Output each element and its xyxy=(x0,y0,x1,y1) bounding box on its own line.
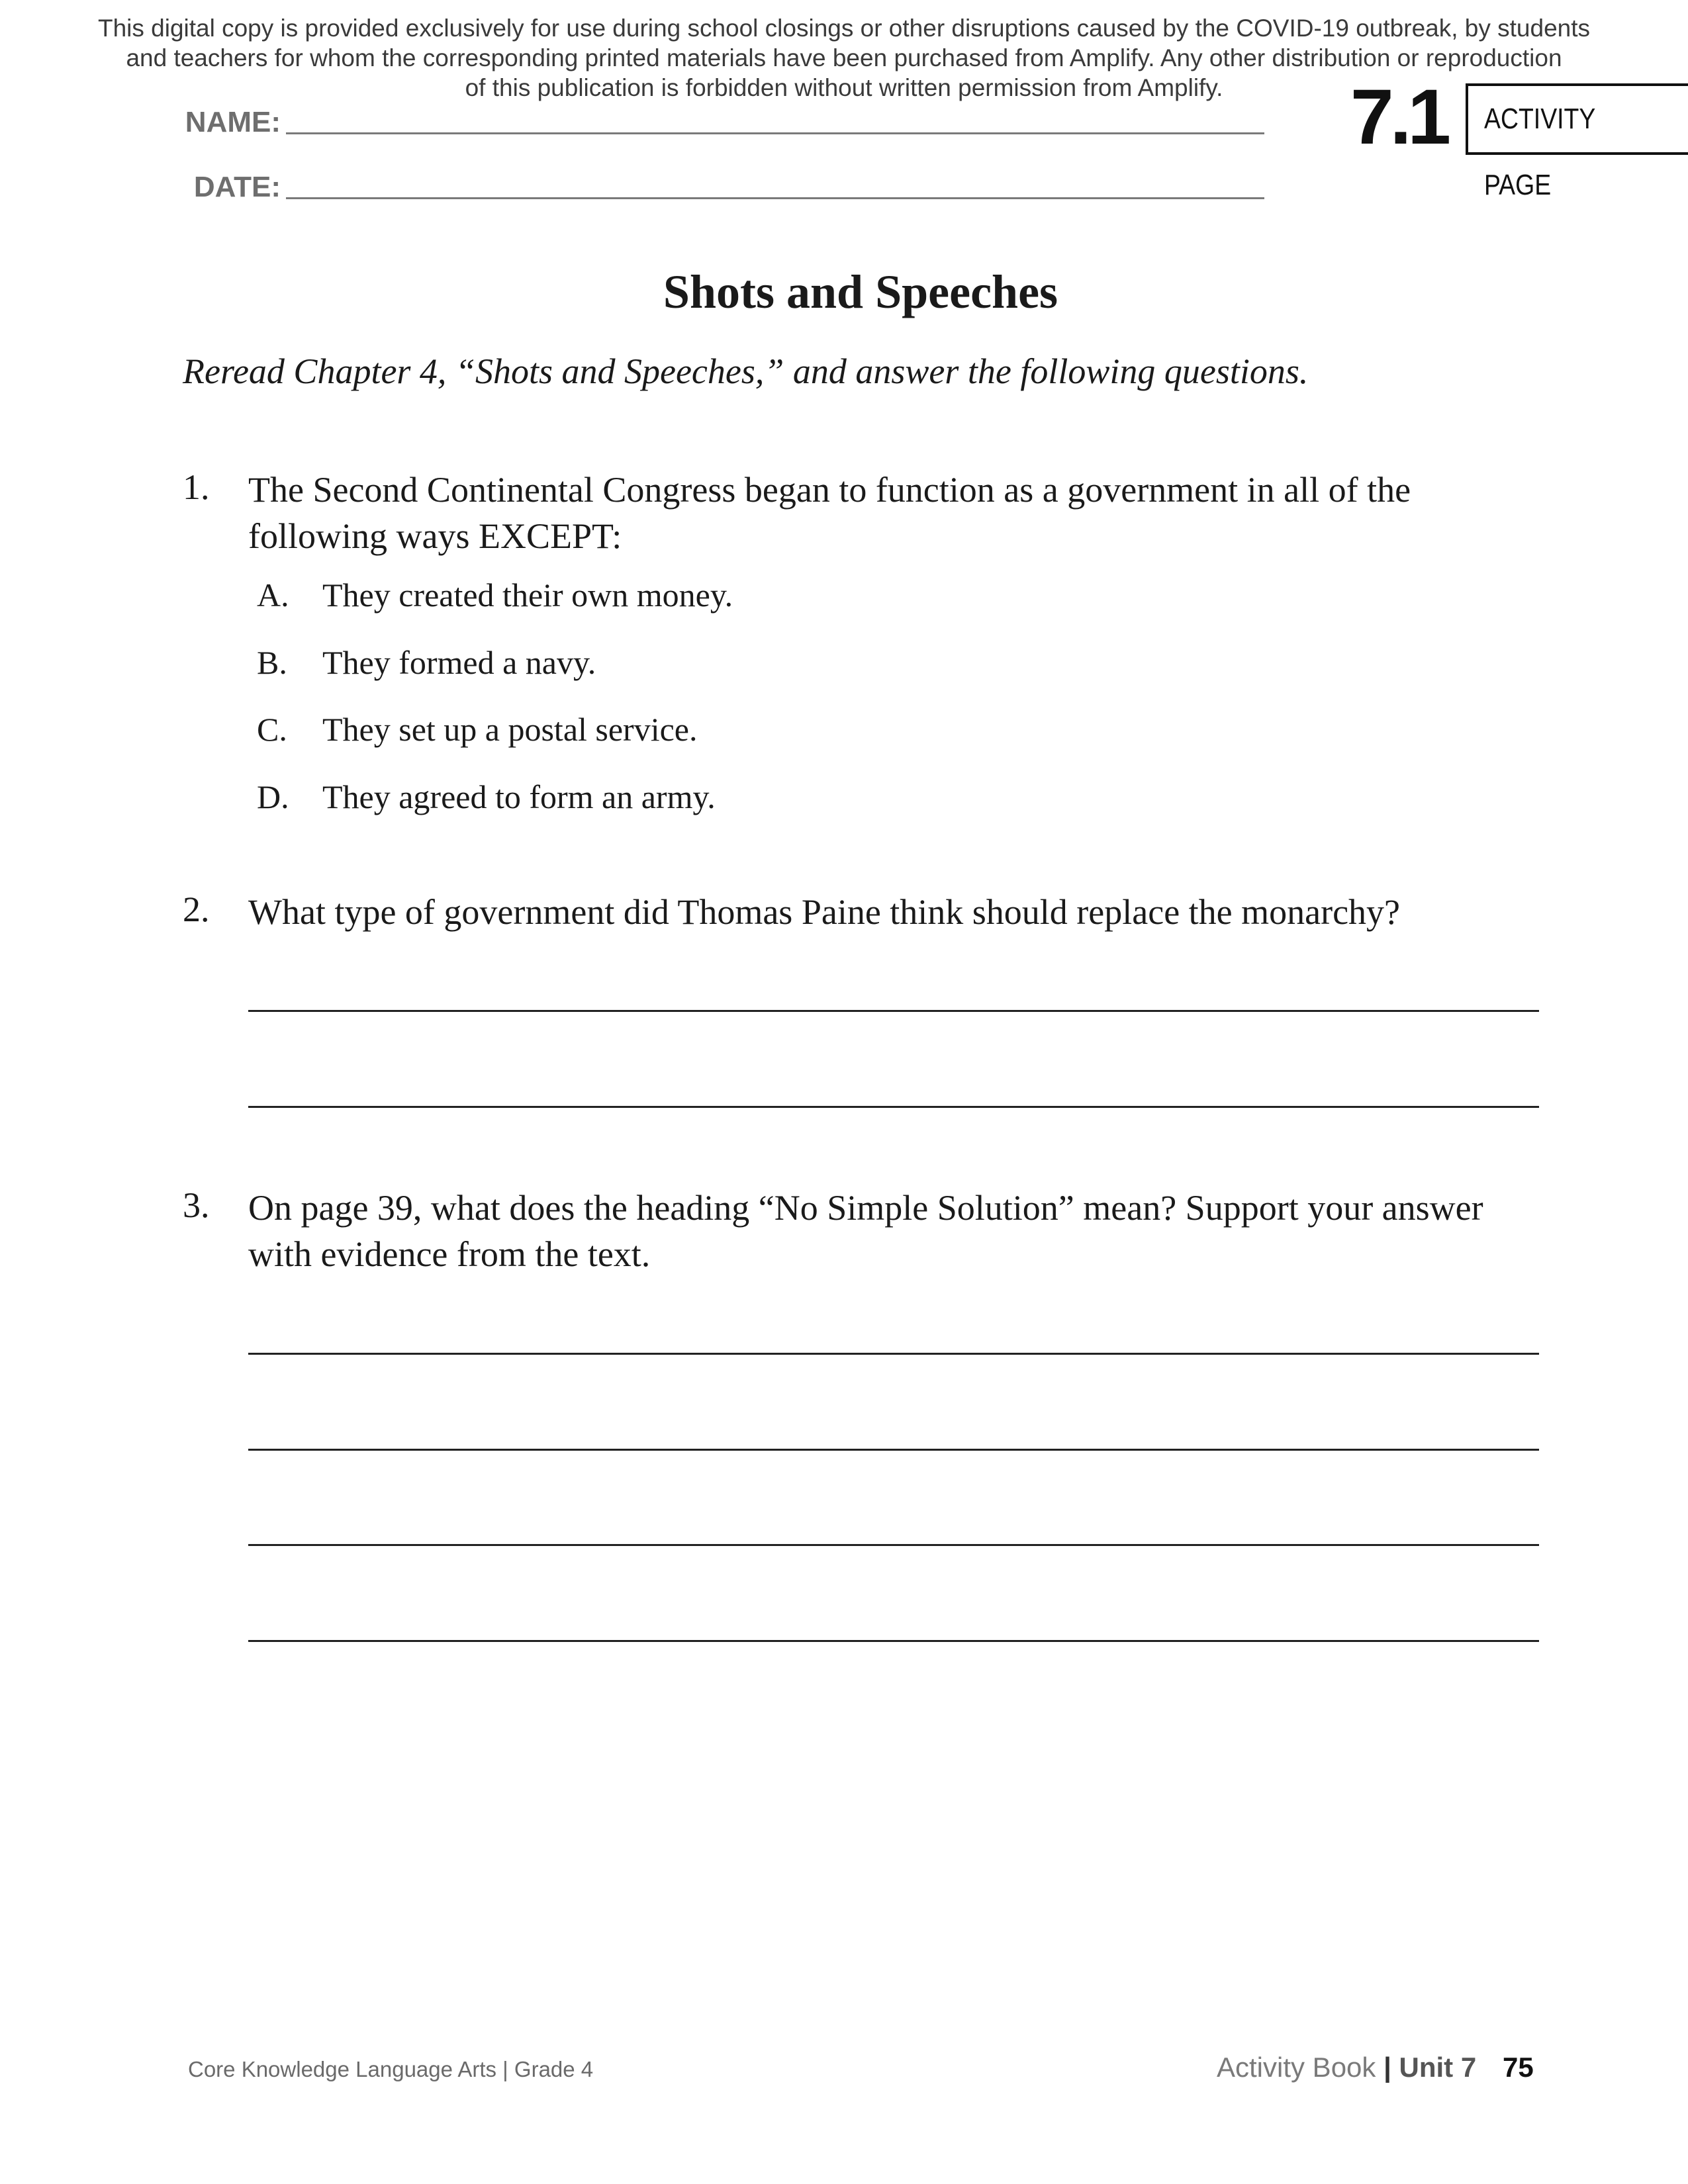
question-1-line-2: following ways EXCEPT: xyxy=(248,516,622,556)
instructions: Reread Chapter 4, “Shots and Speeches,” and answer the following questions. xyxy=(183,351,1309,391)
date-label: DATE: xyxy=(193,171,281,203)
footer-book: Activity Book xyxy=(1217,2052,1376,2083)
footer-separator: | xyxy=(1383,2052,1391,2083)
answer-line[interactable] xyxy=(248,1640,1539,1642)
footer-unit: Unit 7 xyxy=(1399,2052,1477,2083)
answer-line[interactable] xyxy=(248,1106,1539,1108)
activity-number: 7.1 xyxy=(1350,73,1448,161)
answer-line[interactable] xyxy=(248,1544,1539,1546)
option-b-text[interactable]: They formed a navy. xyxy=(322,644,596,681)
question-3-text xyxy=(248,1185,1546,1277)
option-c-text[interactable]: They set up a postal service. xyxy=(322,711,698,748)
option-a-letter: A. xyxy=(257,576,289,614)
option-b-letter: B. xyxy=(257,644,287,681)
answer-line[interactable] xyxy=(248,1353,1539,1355)
disclaimer-line-1: This digital copy is provided exclusively for use during school closings or other disruptions caused by the COVID-19 outbreak, by students xyxy=(97,15,1591,42)
question-3-line-2: with evidence from the text. xyxy=(248,1234,651,1274)
option-c-letter: C. xyxy=(257,711,287,748)
disclaimer-line-2: and teachers for whom the corresponding printed materials have been purchased from Amplify. Any other distribution or reproduction xyxy=(126,44,1562,71)
name-field[interactable] xyxy=(286,132,1264,134)
disclaimer-line-3: of this publication is forbidden without written permission from Amplify. xyxy=(465,74,1223,101)
question-3-number: 3. xyxy=(183,1185,210,1225)
question-3-line-1: On page 39, what does the heading “No Simple Solution” mean? Support your answer xyxy=(248,1188,1483,1228)
answer-line[interactable] xyxy=(248,1010,1539,1012)
page-number: 75 xyxy=(1503,2052,1534,2083)
option-d-letter: D. xyxy=(257,778,289,815)
activity-page-badge xyxy=(1466,83,1688,201)
option-d-text[interactable]: They agreed to form an army. xyxy=(322,778,716,815)
question-1-text xyxy=(248,467,1546,559)
option-a-text[interactable]: They created their own money. xyxy=(322,576,733,614)
question-1-number: 1. xyxy=(183,467,210,507)
activity-page-label: ACTIVITY PAGE xyxy=(1484,103,1595,201)
name-label: NAME: xyxy=(185,106,281,138)
date-field[interactable] xyxy=(286,197,1264,199)
question-2-text: What type of government did Thomas Paine think should replace the monarchy? xyxy=(248,892,1401,932)
footer-series-label: Core Knowledge Language Arts | Grade 4 xyxy=(188,2057,594,2081)
page-title: Shots and Speeches xyxy=(663,265,1058,318)
question-1-line-1: The Second Continental Congress began to function as a government in all of the xyxy=(248,470,1411,510)
footer-book-label xyxy=(1217,2052,1476,2083)
question-2-number: 2. xyxy=(183,889,210,929)
answer-line[interactable] xyxy=(248,1449,1539,1451)
